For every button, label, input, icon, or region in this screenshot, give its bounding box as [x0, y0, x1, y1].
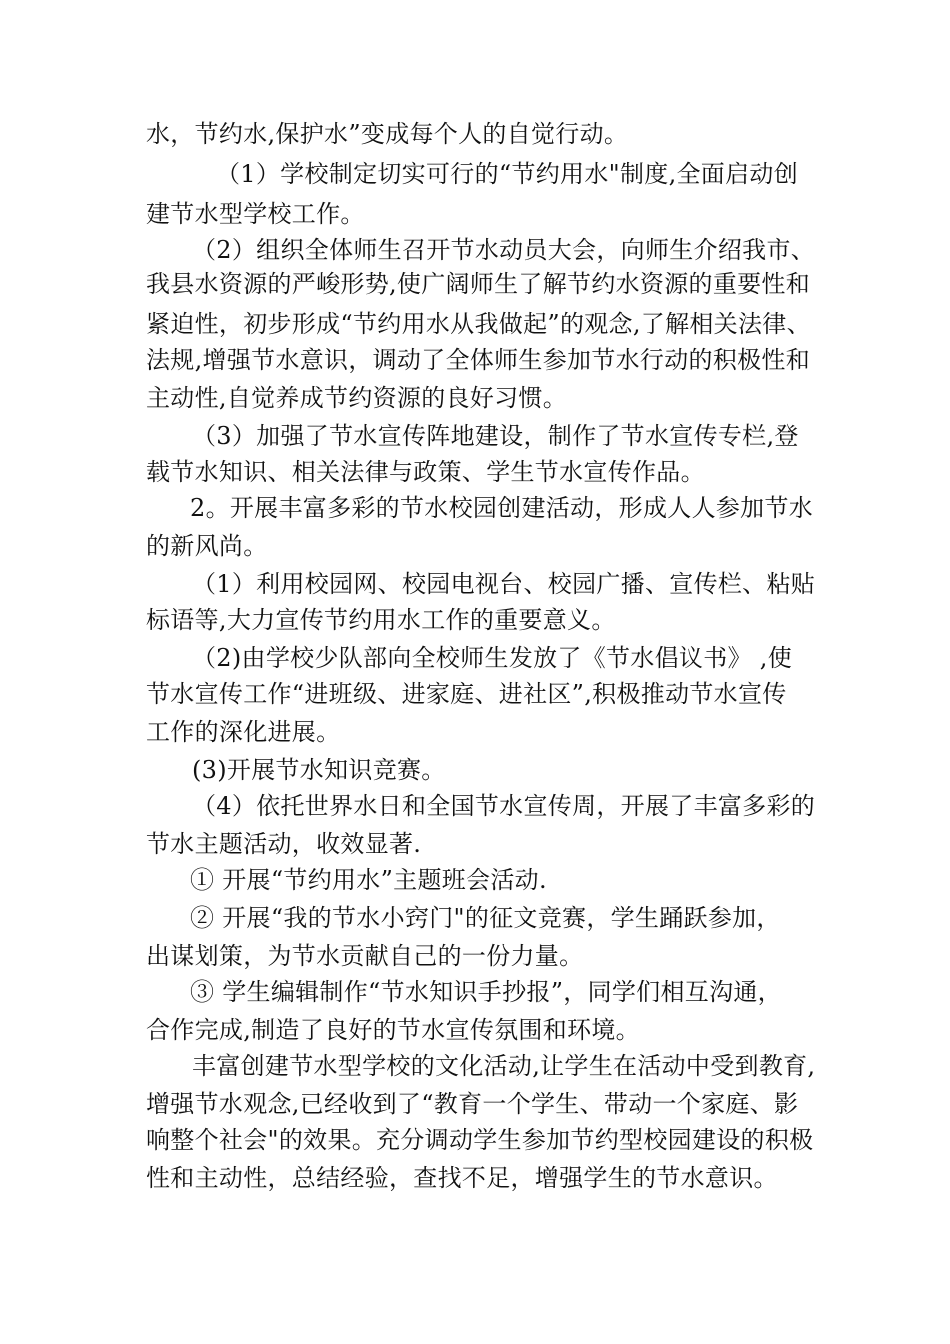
text-line: 我县水资源的严峻形势,使广阔师生了解节约水资源的重要性和 — [146, 270, 811, 298]
text-line: （1）学校制定切实可行的“节约用水"制度,全面启动创 — [216, 160, 799, 188]
text-line: 建节水型学校工作。 — [146, 200, 365, 228]
text-line: 丰富创建节水型学校的文化活动,让学生在活动中受到教育, — [192, 1052, 816, 1080]
text-line: 主动性,自觉养成节约资源的良好习惯。 — [146, 384, 568, 412]
text-line: 法规,增强节水意识，调动了全体师生参加节水行动的积极性和 — [146, 346, 811, 374]
text-line: ② 开展“我的节水小窍门"的征文竞赛，学生踊跃参加， — [190, 904, 781, 932]
text-line: ③ 学生编辑制作“节水知识手抄报”，同学们相互沟通， — [190, 978, 782, 1006]
text-line: （2)由学校少队部向全校师生发放了《节水倡议书》 ,使 — [192, 644, 792, 672]
text-line: （1）利用校园网、校园电视台、校园广播、宣传栏、粘贴 — [192, 570, 816, 598]
text-line: 2。开展丰富多彩的节水校园创建活动，形成人人参加节水 — [190, 494, 814, 522]
text-line: 合作完成,制造了良好的节水宣传氛围和环境。 — [146, 1016, 640, 1044]
text-line: 节水主题活动，收效显著. — [146, 830, 422, 858]
text-line: 性和主动性，总结经验，查找不足，增强学生的节水意识。 — [146, 1164, 778, 1192]
text-line: 载节水知识、相关法律与政策、学生节水宣传作品。 — [146, 458, 705, 486]
text-line: （3）加强了节水宣传阵地建设，制作了节水宣传专栏,登 — [192, 422, 799, 450]
text-line: 的新风尚。 — [146, 532, 268, 560]
text-line: (3)开展节水知识竞赛。 — [192, 756, 446, 784]
text-line: 紧迫性，初步形成“节约用水从我做起”的观念,了解相关法律、 — [146, 310, 811, 338]
text-line: 工作的深化进展。 — [146, 718, 341, 746]
text-line: 节水宣传工作“进班级、进家庭、进社区”,积极推动节水宣传 — [146, 680, 787, 708]
text-line: 水，节约水,保护水”变成每个人的自觉行动。 — [146, 120, 629, 148]
text-line: （2）组织全体师生召开节水动员大会，向师生介绍我市、 — [192, 236, 816, 264]
text-line: 标语等,大力宣传节约用水工作的重要意义。 — [146, 606, 616, 634]
text-line: ① 开展“节约用水”主题班会活动. — [190, 866, 547, 894]
text-line: （4）依托世界水日和全国节水宣传周，开展了丰富多彩的 — [192, 792, 816, 820]
text-line: 出谋划策，为节水贡献自己的一份力量。 — [146, 942, 584, 970]
text-line: 响整个社会"的效果。充分调动学生参加节约型校园建设的积极 — [146, 1126, 814, 1154]
text-line: 增强节水观念,已经收到了“教育一个学生、带动一个家庭、影 — [146, 1090, 799, 1118]
